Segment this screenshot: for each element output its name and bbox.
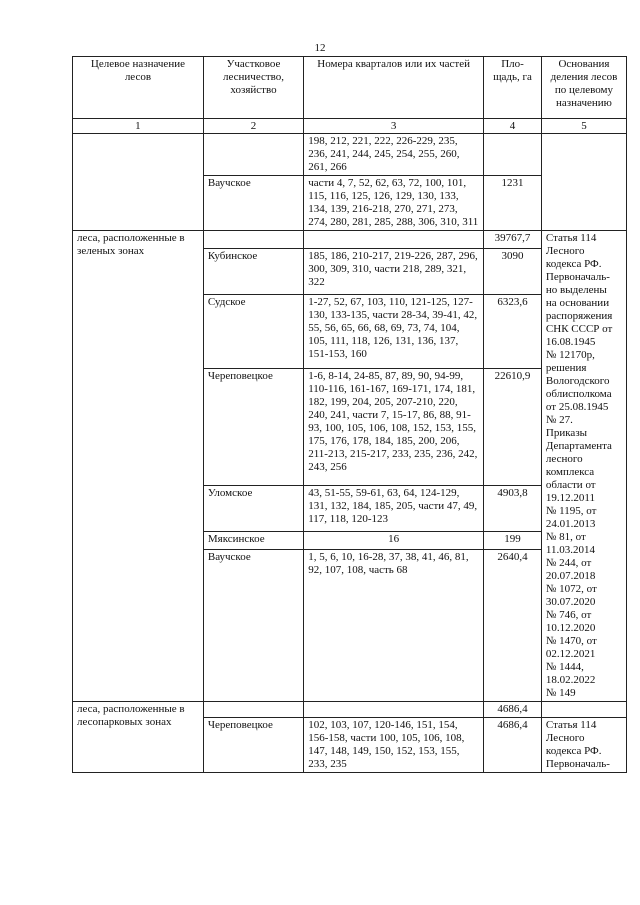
total-area-cell: 4686,4: [484, 702, 542, 718]
district-cell: [203, 231, 303, 249]
quarters-cell: части 4, 7, 52, 62, 63, 72, 100, 101, 115, 116, 125, 126, 129, 130, 133, 134, 139, 216-218, 270, 271, 273, 274, 280, 281, 285, 288, 306, 310, 311: [304, 176, 484, 231]
district-cell: [203, 134, 303, 176]
quarters-cell: 1-27, 52, 67, 103, 110, 121-125, 127-130, 133-135, части 28-34, 39-41, 42, 55, 56, 65, 66, 68, 69, 73, 74, 104, 105, 111, 118, 126, 131, 136, 137, 151-153, 160: [304, 294, 484, 369]
district-cell: Кубинское: [203, 248, 303, 294]
area-cell: 4903,8: [484, 486, 542, 532]
quarters-cell: 1-6, 8-14, 24-85, 87, 89, 90, 94-99, 110-116, 161-167, 169-171, 174, 181, 182, 199, 204, 205, 207-210, 220, 240, 241, части 7, 15-17, 86, 88, 91-93, 100, 105, 106, 108, 152, 153, 155, 175, 176, 178, 184, 185, 200, 206, 211-213, 215-217, 233, 235, 236, 242, 243, 256: [304, 369, 484, 486]
area-cell: 2640,4: [484, 550, 542, 702]
header-basis: Основания деления лесов по целевому назначению: [541, 57, 626, 119]
purpose-cell: леса, расположенные в лесопарковых зонах: [73, 702, 204, 773]
area-cell: 199: [484, 532, 542, 550]
table-row: [73, 702, 627, 718]
basis-cell: Статья 114 Лесного кодекса РФ. Первоначаль-: [541, 718, 626, 773]
quarters-cell: 198, 212, 221, 222, 226-229, 235, 236, 241, 244, 245, 254, 255, 260, 261, 266: [304, 134, 484, 176]
quarters-cell: [304, 702, 484, 718]
district-cell: Череповецкое: [203, 718, 303, 773]
quarters-cell: 1, 5, 6, 10, 16-28, 37, 38, 41, 46, 81, 92, 107, 108, часть 68: [304, 550, 484, 702]
column-number: 2: [203, 119, 303, 134]
header-row: [73, 57, 627, 119]
district-cell: Судское: [203, 294, 303, 369]
forest-purpose-table: [72, 56, 627, 773]
column-number: 5: [541, 119, 626, 134]
quarters-cell: [304, 231, 484, 249]
basis-cell: Статья 114 Лесного кодекса РФ. Первоначаль- но выделены на основании распоряжения СНК СССР от 16.08.1945 № 12170р, решения Вологодского облисполкома от 25.08.1945 № 27. Приказы Департамента лесного комплекса области от 19.12.2011 № 1195, от 24.01.2013 № 81, от 11.03.2014 № 244, от 20.07.2018 № 1072, от 30.07.2020 № 746, от 10.12.2020 № 1470, от 02.12.2021 № 1444, 18.02.2022 № 149: [541, 231, 626, 702]
area-cell: 4686,4: [484, 718, 542, 773]
quarters-cell: 102, 103, 107, 120-146, 151, 154, 156-158, части 100, 105, 106, 108, 147, 148, 149, 150, 152, 153, 155, 233, 235: [304, 718, 484, 773]
basis-cell: [541, 134, 626, 231]
area-cell: 22610,9: [484, 369, 542, 486]
header-purpose: Целевое назначение лесов: [73, 57, 204, 119]
basis-cell: [541, 702, 626, 718]
table-row: [73, 134, 627, 176]
district-cell: Ваучское: [203, 550, 303, 702]
district-cell: [203, 702, 303, 718]
quarters-cell: 43, 51-55, 59-61, 63, 64, 124-129, 131, 132, 184, 185, 205, части 47, 49, 117, 118, 120-123: [304, 486, 484, 532]
area-cell: 6323,6: [484, 294, 542, 369]
column-number: 4: [484, 119, 542, 134]
area-cell: [484, 134, 542, 176]
quarters-cell: 16: [304, 532, 484, 550]
district-cell: Череповецкое: [203, 369, 303, 486]
header-district: Участковое лесничество, хозяйство: [203, 57, 303, 119]
district-cell: Уломское: [203, 486, 303, 532]
total-area-cell: 39767,7: [484, 231, 542, 249]
area-cell: 1231: [484, 176, 542, 231]
table-row: [73, 231, 627, 249]
quarters-cell: 185, 186, 210-217, 219-226, 287, 296, 300, 309, 310, части 218, 289, 321, 322: [304, 248, 484, 294]
purpose-cell: леса, расположенные в зеленых зонах: [73, 231, 204, 702]
column-number: 3: [304, 119, 484, 134]
purpose-cell: [73, 134, 204, 231]
district-cell: Ваучское: [203, 176, 303, 231]
column-number-row: [73, 119, 627, 134]
header-quarters: Номера кварталов или их частей: [304, 57, 484, 119]
area-cell: 3090: [484, 248, 542, 294]
page-number: 12: [314, 42, 326, 54]
column-number: 1: [73, 119, 204, 134]
header-area: Пло-щадь, га: [484, 57, 542, 119]
district-cell: Мяксинское: [203, 532, 303, 550]
